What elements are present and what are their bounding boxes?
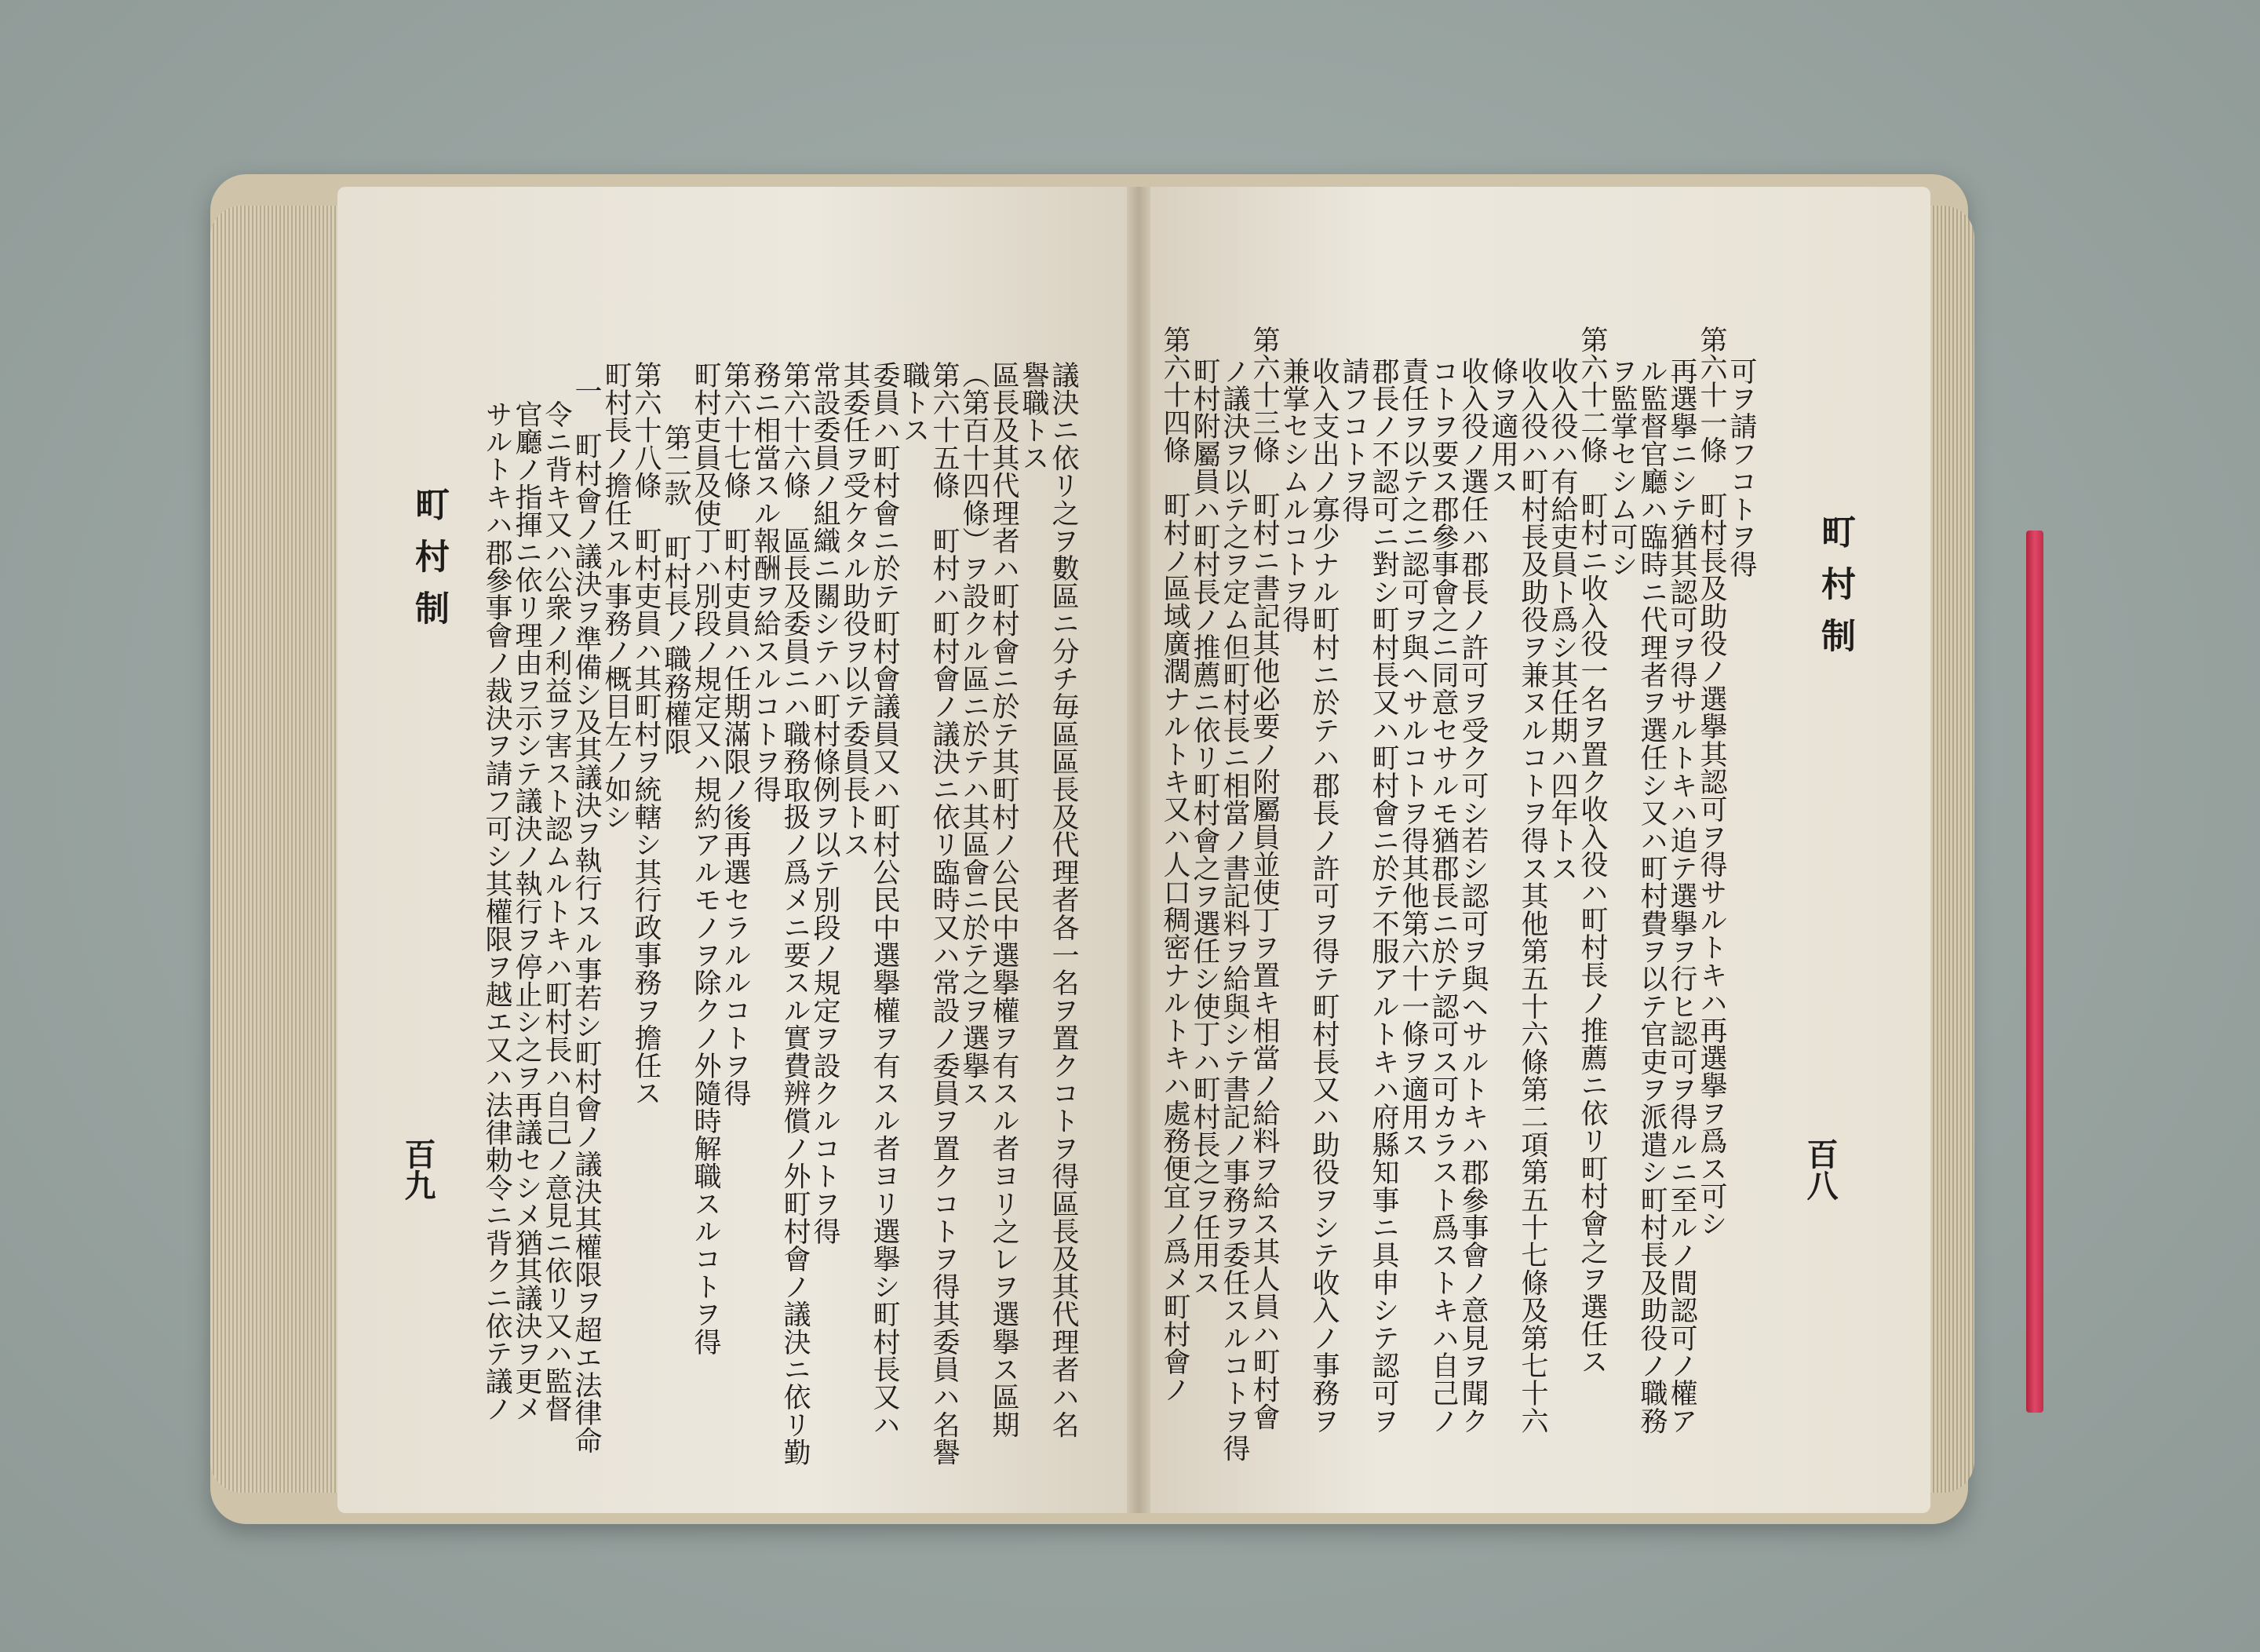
- text-line: サルトキハ郡參事會ノ裁決ヲ請フ可シ其權限ヲ越エ又ハ法律勅令ニ背クニ依テ議ノ: [481, 400, 512, 1423]
- text-line: 第六十七條 町村吏員ハ任期滿限ノ後再選セラルルコトヲ得: [720, 361, 751, 1107]
- text-line: 委員ハ町村會ニ於テ町村會議員又ハ町村公民中選擧權ヲ有スル者ヨリ選擧シ町村長又ハ: [869, 361, 900, 1439]
- text-line: （第百十四條）ヲ設クル區ニ於テハ其區會ニ於テ之ヲ選擧ス: [958, 361, 990, 1107]
- text-line: ル監督官廳ハ臨時ニ代理者ヲ選任シ又ハ町村費ヲ以テ官吏ヲ派遣シ町村長及助役ノ職務: [1636, 357, 1668, 1435]
- book-gutter: [1127, 187, 1150, 1513]
- text-line: 第六十四條 町村ノ區域廣濶ナルトキ又ハ人口稠密ナルトキハ處務便宜ノ爲メ町村會ノ: [1159, 326, 1190, 1403]
- text-line: コトヲ要ス郡參事會之ニ同意セサルモ猶郡長ニ於テ認可ス可カラスト爲ストキハ自己ノ: [1427, 357, 1459, 1435]
- text-line: ヲ監掌セシム可シ: [1606, 357, 1638, 578]
- text-line: 第六十二條 町村ニ收入役一名ヲ置ク收入役ハ町村長ノ推薦ニ依リ町村會之ヲ選任ス: [1577, 326, 1608, 1376]
- text-line: 第二款 町村長ノ職務權限: [660, 424, 691, 756]
- text-line: 收入役ハ有給吏員ト爲シ其任期ハ四年トス: [1547, 357, 1578, 882]
- page-edges-left: [210, 206, 345, 1493]
- text-line: 務ニ相當スル報酬ヲ給スルコトヲ得: [749, 361, 781, 804]
- text-line: 第六十三條 町村ニ書記其他必要ノ附屬員並使丁ヲ置キ相當ノ給料ヲ給ス其人員ハ町村會: [1248, 326, 1280, 1431]
- text-line: 一 町村會ノ議決ヲ準備シ及其議決ヲ執行スル事若シ町村會ノ議決其權限ヲ超エ法律命: [570, 377, 602, 1454]
- text-line: 收入役ハ町村長及助役ヲ兼ヌルコトヲ得ス其他第五十六條第二項第五十七條及第七十六: [1517, 357, 1548, 1435]
- bookmark-ribbon: [2026, 531, 2043, 1413]
- text-line: 第六十一條 町村長及助役ノ選擧其認可ヲ得サルトキハ再選擧ヲ爲ス可シ: [1696, 326, 1727, 1238]
- text-line: 責任ヲ以テ之ニ認可ヲ與ヘサルコトヲ得其他第六十一條ヲ適用ス: [1398, 357, 1429, 1158]
- text-line: 譽職トス: [1018, 361, 1049, 472]
- text-line: 常設委員ノ組織ニ關シテハ町村條例ヲ以テ別段ノ規定ヲ設クルコトヲ得: [809, 361, 840, 1245]
- text-line: 兼掌セシムルコトヲ得: [1278, 357, 1310, 633]
- text-line: 令ニ背キ又ハ公衆ノ利益ヲ害スト認ムルトキハ町村長ハ自己ノ意見ニ依リ又ハ監督: [541, 400, 572, 1423]
- page-edges-right: [1930, 206, 1974, 1493]
- text-line: ノ議決ヲ以テ之ヲ定ム但町村長ニ相當ノ書記料ヲ給與シテ書記ノ事務ヲ委任スルコトヲ得: [1219, 357, 1250, 1462]
- text-line: 條ヲ適用ス: [1487, 357, 1518, 495]
- text-line: 可ヲ請フコトヲ得: [1726, 357, 1757, 578]
- text-line: 收入支出ノ寡少ナル町村ニ於テハ郡長ノ許可ヲ得テ町村長又ハ助役ヲシテ收入ノ事務ヲ: [1308, 357, 1340, 1435]
- text-line: 官廳ノ指揮ニ依リ理由ヲ示シテ議決ノ執行ヲ停止シ之ヲ再議セシメ猶其議決ヲ更メ: [511, 400, 542, 1423]
- right-page-header: 町村制: [1815, 514, 1855, 669]
- text-line: 再選擧ニシテ猶其認可ヲ得サルトキハ追テ選擧ヲ行ヒ認可ヲ得ルニ至ルノ間認可ノ權ア: [1666, 357, 1697, 1435]
- text-line: 町村長ノ擔任スル事務ノ概目左ノ如シ: [600, 361, 632, 831]
- left-page-header: 町村制: [409, 487, 449, 642]
- text-line: 其委任ヲ受ケタル助役ヲ以テ委員長トス: [839, 361, 870, 859]
- left-page-number: 百九: [399, 1138, 436, 1201]
- text-line: 議決ニ依リ之ヲ數區ニ分チ毎區區長及代理者各一名ヲ置クコトヲ得區長及其代理者ハ名: [1048, 361, 1079, 1439]
- text-line: 町村吏員及使丁ハ別段ノ規定又ハ規約アルモノヲ除クノ外隨時解職スルコトヲ得: [690, 361, 721, 1356]
- text-line: 第六十五條 町村ハ町村會ノ議決ニ依リ臨時又ハ常設ノ委員ヲ置クコトヲ得其委員ハ名譽: [928, 361, 960, 1467]
- right-page-number: 百八: [1802, 1138, 1839, 1201]
- text-line: 請フコトヲ得: [1338, 357, 1369, 523]
- text-line: 收入役ノ選任ハ郡長ノ許可ヲ受ク可シ若シ認可ヲ與ヘサルトキハ郡參事會ノ意見ヲ聞ク: [1457, 357, 1489, 1435]
- text-line: 第六十六條 區長及委員ニハ職務取扱ノ爲メニ要スル實費辨償ノ外町村會ノ議決ニ依リ勤: [779, 361, 811, 1466]
- text-line: 區長及其代理者ハ町村會ニ於テ其町村ノ公民中選擧權ヲ有スル者ヨリ之レヲ選擧ス區期: [988, 361, 1019, 1439]
- text-line: 町村附屬員ハ町村長ノ推薦ニ依リ町村會之ヲ選任シ使丁ハ町村長之ヲ任用ス: [1189, 357, 1220, 1296]
- text-line: 第六十八條 町村吏員ハ其町村ヲ統轄シ其行政事務ヲ擔任ス: [630, 361, 662, 1107]
- text-line: 職トス: [899, 361, 930, 444]
- text-line: 郡長ノ不認可ニ對シ町村長又ハ町村會ニ於テ不服アルトキハ府縣知事ニ具申シテ認可ヲ: [1368, 357, 1399, 1435]
